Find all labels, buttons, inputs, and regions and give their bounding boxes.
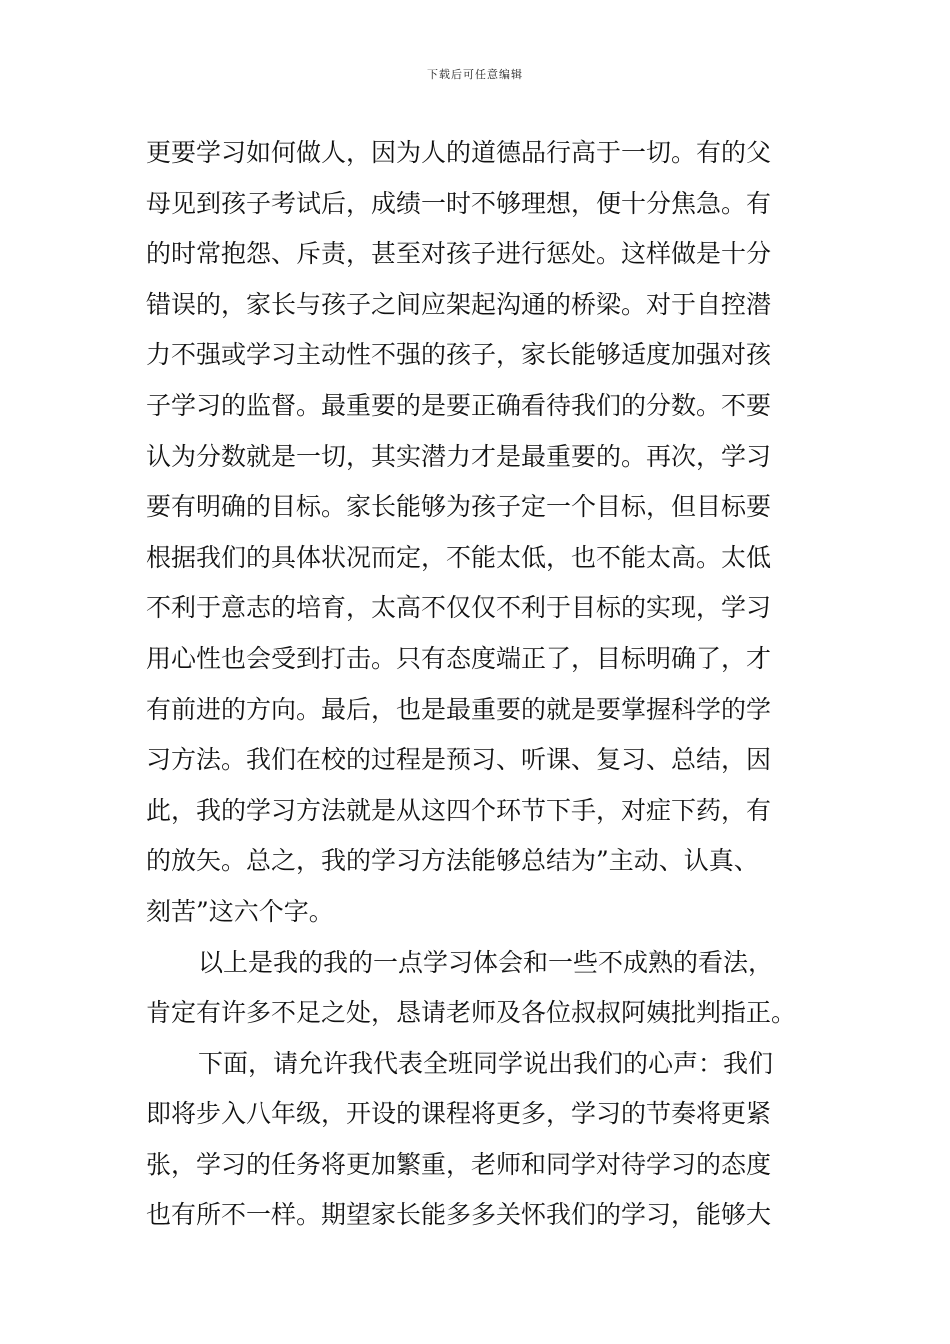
text-line: 张，学习的任务将更加繁重，老师和同学对待学习的态度 xyxy=(146,1149,772,1179)
text-line: 不利于意志的培育，太高不仅仅不利于目标的实现，学习 xyxy=(146,593,772,623)
text-line: 子学习的监督。最重要的是要正确看待我们的分数。不要 xyxy=(146,390,772,420)
text-line: 有前进的方向。最后，也是最重要的就是要掌握科学的学 xyxy=(146,694,772,724)
text-line: 即将步入八年级，开设的课程将更多，学习的节奏将更紧 xyxy=(146,1099,772,1129)
text-line: 刻苦”这六个字。 xyxy=(146,896,334,926)
text-line: 认为分数就是一切，其实潜力才是最重要的。再次，学习 xyxy=(146,441,772,471)
header-note: 下载后可任意编辑 xyxy=(427,68,523,81)
text-line: 错误的，家长与孩子之间应架起沟通的桥梁。对于自控潜 xyxy=(146,289,772,319)
text-line: 母见到孩子考试后，成绩一时不够理想，便十分焦急。有 xyxy=(146,188,772,218)
text-line: 此，我的学习方法就是从这四个环节下手，对症下药，有 xyxy=(146,795,772,825)
text-line: 肯定有许多不足之处，恳请老师及各位叔叔阿姨批判指正。 xyxy=(146,998,797,1028)
text-line: 更要学习如何做人，因为人的道德品行高于一切。有的父 xyxy=(146,138,772,167)
text-line: 也有所不一样。期望家长能多多关怀我们的学习，能够大 xyxy=(146,1200,772,1230)
paragraph-first-line: 以上是我的我的一点学习体会和一些不成熟的看法， xyxy=(198,947,774,977)
text-line: 力不强或学习主动性不强的孩子，家长能够适度加强对孩 xyxy=(146,340,772,370)
paragraph-first-line: 下面，请允许我代表全班同学说出我们的心声：我们 xyxy=(198,1048,774,1078)
body-text xyxy=(146,128,808,1241)
text-line: 习方法。我们在校的过程是预习、听课、复习、总结，因 xyxy=(146,745,772,775)
text-line: 用心性也会受到打击。只有态度端正了，目标明确了，才 xyxy=(146,643,772,673)
text-line: 的时常抱怨、斥责，甚至对孩子进行惩处。这样做是十分 xyxy=(146,239,772,269)
text-line: 要有明确的目标。家长能够为孩子定一个目标，但目标要 xyxy=(146,492,772,522)
text-line: 的放矢。总之，我的学习方法能够总结为”主动、认真、 xyxy=(146,846,759,876)
text-line: 根据我们的具体状况而定，不能太低，也不能太高。太低 xyxy=(146,542,772,572)
